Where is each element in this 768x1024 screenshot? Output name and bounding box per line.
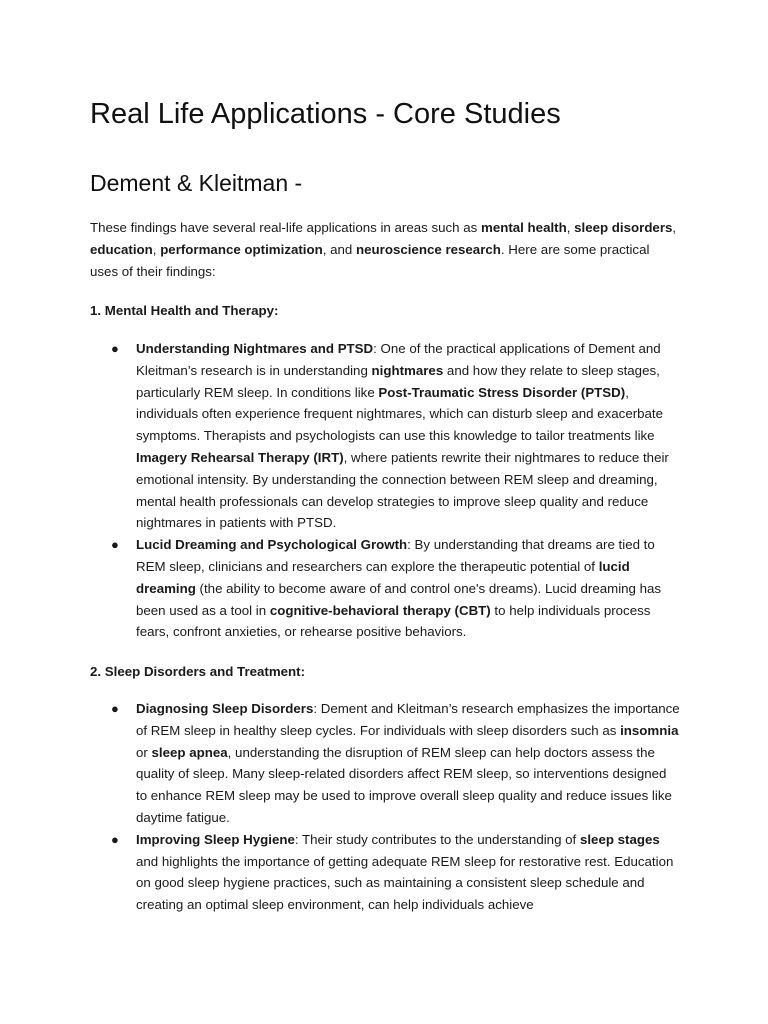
item-bold: insomnia [620, 722, 679, 738]
item-text: : By understanding that dreams are tied to REM sleep, clinicians and researchers can explore the therapeutic potential of [136, 537, 655, 574]
item-lead: Lucid Dreaming and Psychological Growth [136, 537, 408, 553]
item-bold: lucid dreaming [136, 558, 630, 596]
intro-bold: performance optimization [160, 241, 323, 257]
intro-text: , [152, 241, 161, 257]
intro-text: , [672, 220, 677, 235]
intro-text: . Here are some practical uses of their findings: [90, 241, 650, 279]
item-text: to help individuals process fears, confront anxieties, or rehearse positive behaviors. [136, 602, 651, 640]
item-bold: sleep stages [579, 831, 660, 847]
item-text: , individuals often experience frequent nightmares, which can disturb sleep and exacerbate symptoms. Therapists and psychologists can use this knowledge to tailor treatments like [136, 384, 664, 444]
section-heading-mental-health: 1. Mental Health and Therapy: [90, 303, 279, 318]
list-item [0, 338, 681, 534]
item-text: and highlights the importance of getting adequate REM sleep for restorative rest. Education on good sleep hygiene practices, such as maintaining a consistent sleep schedule and creating an optimal sleep environment, can help individuals achieve [136, 853, 674, 913]
item-bold: Post-Traumatic Stress Disorder (PTSD) [378, 384, 626, 400]
item-text: , where patients rewrite their nightmares to reduce their emotional intensity. By understanding the connection between REM sleep and dreaming, mental health professionals can develop strategies to improve sleep quality and reduce nightmares in patients with PTSD. [136, 449, 669, 531]
item-bold: cognitive-behavioral therapy (CBT) [269, 602, 491, 618]
intro-bold: neuroscience research [356, 241, 501, 257]
section-subtitle: Dement & Kleitman - [90, 170, 303, 196]
item-text: , understanding the disruption of REM sleep can help doctors assess the quality of sleep. Many sleep-related disorders affect REM sleep, so interventions designed to enhance REM sleep may be used to improve overall sleep quality and reduce issues like daytime fatigue. [136, 744, 672, 825]
list-item [0, 829, 681, 916]
intro-text: These findings have several real-life applications in areas such as [90, 220, 481, 235]
list-item [0, 534, 681, 643]
item-lead: Understanding Nightmares and PTSD [136, 341, 374, 356]
item-text: : Dement and Kleitman’s research emphasizes the importance of REM sleep in healthy sleep cycles. For individuals with sleep disorders such as [136, 701, 680, 738]
intro-text: , [566, 220, 575, 235]
list-item [0, 698, 681, 829]
item-text: or [136, 744, 152, 760]
intro-text: , and [322, 241, 357, 257]
item-lead: Diagnosing Sleep Disorders [136, 701, 314, 716]
item-bold: Imagery Rehearsal Therapy (IRT) [136, 449, 344, 465]
bullet-icon: ● [111, 831, 119, 847]
bullet-icon: ● [111, 537, 119, 553]
page-title: Real Life Applications - Core Studies [90, 98, 561, 130]
item-text: : Their study contributes to the understanding of [294, 831, 580, 847]
intro-bold: sleep disorders [574, 220, 673, 235]
bullet-list-mental-health [0, 338, 681, 643]
item-text: (the ability to become aware of and control one's dreams). Lucid dreaming has been used as a tool in [136, 580, 662, 618]
intro-bold: education [90, 241, 153, 257]
intro-paragraph [90, 217, 680, 282]
item-bold: sleep apnea [151, 744, 228, 760]
item-bold: nightmares [371, 362, 444, 378]
bullet-list-sleep-disorders [0, 698, 681, 916]
bullet-icon: ● [111, 701, 119, 716]
item-text: and how they relate to sleep stages, particularly REM sleep. In conditions like [136, 362, 660, 400]
intro-bold: mental health [481, 220, 567, 235]
item-text: : One of the practical applications of Dement and Kleitman’s research is in understanding [136, 341, 661, 378]
section-heading-sleep-disorders: 2. Sleep Disorders and Treatment: [90, 664, 306, 679]
item-lead: Improving Sleep Hygiene [136, 831, 295, 847]
bullet-icon: ● [111, 341, 119, 356]
